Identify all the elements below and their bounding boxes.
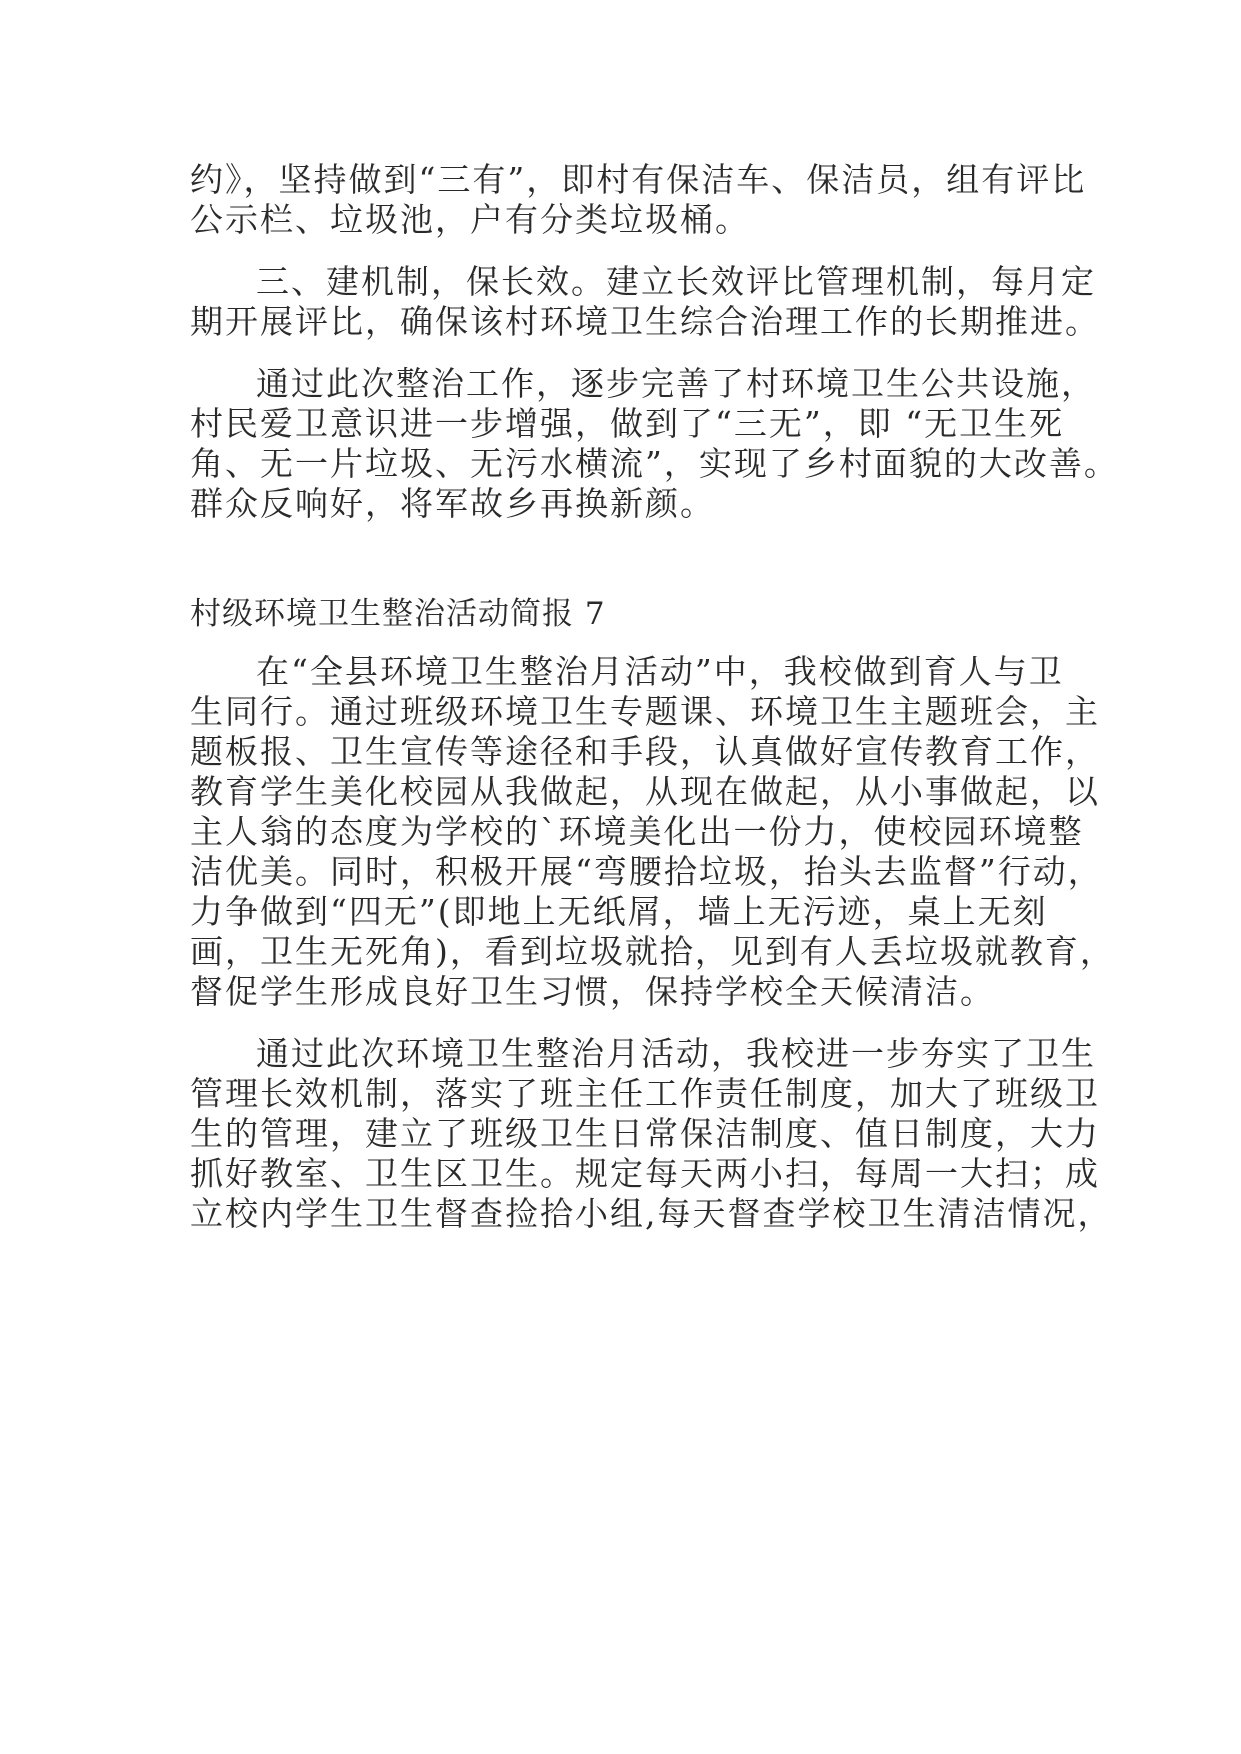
text-line: 生的管理，建立了班级卫生日常保洁制度、值日制度，大力 bbox=[190, 1114, 1100, 1153]
text-line: 村民爱卫意识进一步增强，做到了“三无”，即 “无卫生死 bbox=[190, 404, 1065, 443]
paragraph-continued bbox=[190, 160, 1087, 240]
text-line: 期开展评比，确保该村环境卫生综合治理工作的长期推进。 bbox=[190, 302, 1100, 341]
section-heading: 村级环境卫生整治活动简报 7 bbox=[190, 596, 606, 632]
text-line: 在“全县环境卫生整治月活动”中，我校做到育人与卫 bbox=[256, 652, 1064, 691]
text-line: 题板报、卫生宣传等途径和手段，认真做好宣传教育工作， bbox=[190, 732, 1100, 771]
paragraph-school-results bbox=[190, 1034, 1113, 1234]
text-line: 督促学生形成良好卫生习惯，保持学校全天候清洁。 bbox=[190, 972, 995, 1011]
paragraph-results bbox=[190, 364, 1119, 524]
text-line: 教育学生美化校园从我做起，从现在做起，从小事做起，以 bbox=[190, 772, 1100, 811]
text-line: 生同行。通过班级环境卫生专题课、环境卫生主题班会，主 bbox=[190, 692, 1100, 731]
text-line: 通过此次环境卫生整治月活动，我校进一步夯实了卫生 bbox=[256, 1034, 1096, 1073]
text-line: 通过此次整治工作，逐步完善了村环境卫生公共设施， bbox=[256, 364, 1096, 403]
text-line: 约》，坚持做到“三有”，即村有保洁车、保洁员，组有评比 bbox=[190, 160, 1087, 199]
text-line: 群众反响好，将军故乡再换新颜。 bbox=[190, 484, 715, 523]
document-body bbox=[190, 160, 1119, 1234]
text-line: 角、无一片垃圾、无污水横流”，实现了乡村面貌的大改善。 bbox=[190, 444, 1119, 483]
text-line: 主人翁的态度为学校的`环境美化出一份力，使校园环境整 bbox=[190, 812, 1084, 851]
text-line: 力争做到“四无”(即地上无纸屑，墙上无污迹，桌上无刻 bbox=[190, 892, 1048, 931]
paragraph-mechanism bbox=[190, 262, 1100, 342]
text-line: 抓好教室、卫生区卫生。规定每天两小扫，每周一大扫；成 bbox=[190, 1154, 1100, 1193]
paragraph-school-activity bbox=[190, 652, 1115, 1012]
text-line: 管理长效机制，落实了班主任工作责任制度，加大了班级卫 bbox=[190, 1074, 1100, 1113]
text-line: 三、建机制，保长效。建立长效评比管理机制，每月定 bbox=[256, 262, 1096, 301]
text-line: 画，卫生无死角)，看到垃圾就拾，见到有人丢垃圾就教育， bbox=[190, 932, 1115, 971]
text-line: 公示栏、垃圾池，户有分类垃圾桶。 bbox=[190, 200, 750, 239]
text-line: 立校内学生卫生督查捡拾小组,每天督查学校卫生清洁情况， bbox=[190, 1194, 1113, 1233]
text-line: 洁优美。同时，积极开展“弯腰拾垃圾，抬头去监督”行动， bbox=[190, 852, 1103, 891]
